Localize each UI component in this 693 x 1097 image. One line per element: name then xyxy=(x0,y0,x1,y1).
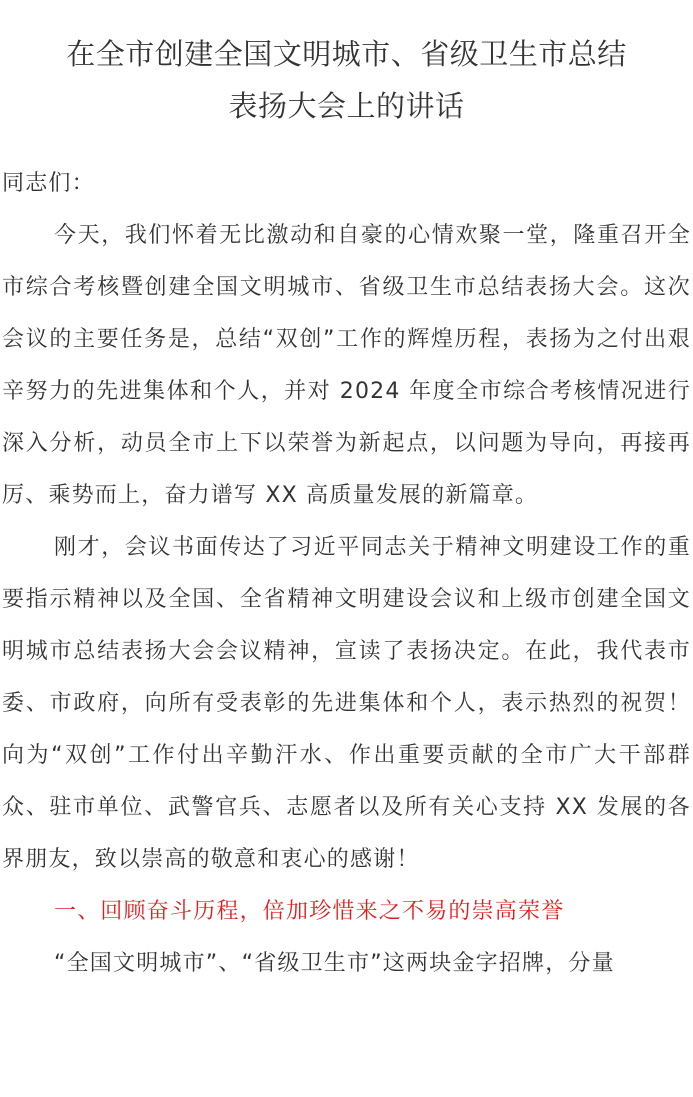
paragraph-opening: 今天，我们怀着无比激动和自豪的心情欢聚一堂，隆重召开全市综合考核暨创建全国文明城市、省级卫生市总结表扬大会。这次会议的主要任务是，总结“双创”工作的辉煌历程，表扬为之付出艰辛努力的先进集体和个人，并对 2024 年度全市综合考核情况进行深入分析，动员全市上下以荣誉为新起点，以问题为导向，再接再厉、乘势而上，奋力谱写 XX 高质量发展的新篇章。 xyxy=(2,223,691,508)
paragraph-section-1: “全国文明城市”、“省级卫生市”这两块金字招牌，分量 xyxy=(54,951,615,976)
title-line-1: 在全市创建全国文明城市、省级卫生市总结 xyxy=(66,37,627,71)
paragraph-congratulations: 刚才，会议书面传达了习近平同志关于精神文明建设工作的重要指示精神以及全国、全省精神文明建设会议和上级市创建全国文明城市总结表扬大会会议精神，宣读了表扬决定。在此，我代表市委、市政府，向所有受表彰的先进集体和个人，表示热烈的祝贺！向为“双创”工作付出辛勤汗水、作出重要贡献的全市广大干部群众、驻市单位、武警官兵、志愿者以及所有关心支持 XX 发展的各界朋友，致以崇高的敬意和衷心的感谢！ xyxy=(2,535,691,872)
document-title xyxy=(0,0,693,132)
document-body xyxy=(0,158,693,990)
salutation: 同志们： xyxy=(2,171,95,196)
section-heading-1: 一、回顾奋斗历程，倍加珍惜来之不易的崇高荣誉 xyxy=(54,899,565,924)
title-line-2: 表扬大会上的讲话 xyxy=(228,89,465,123)
